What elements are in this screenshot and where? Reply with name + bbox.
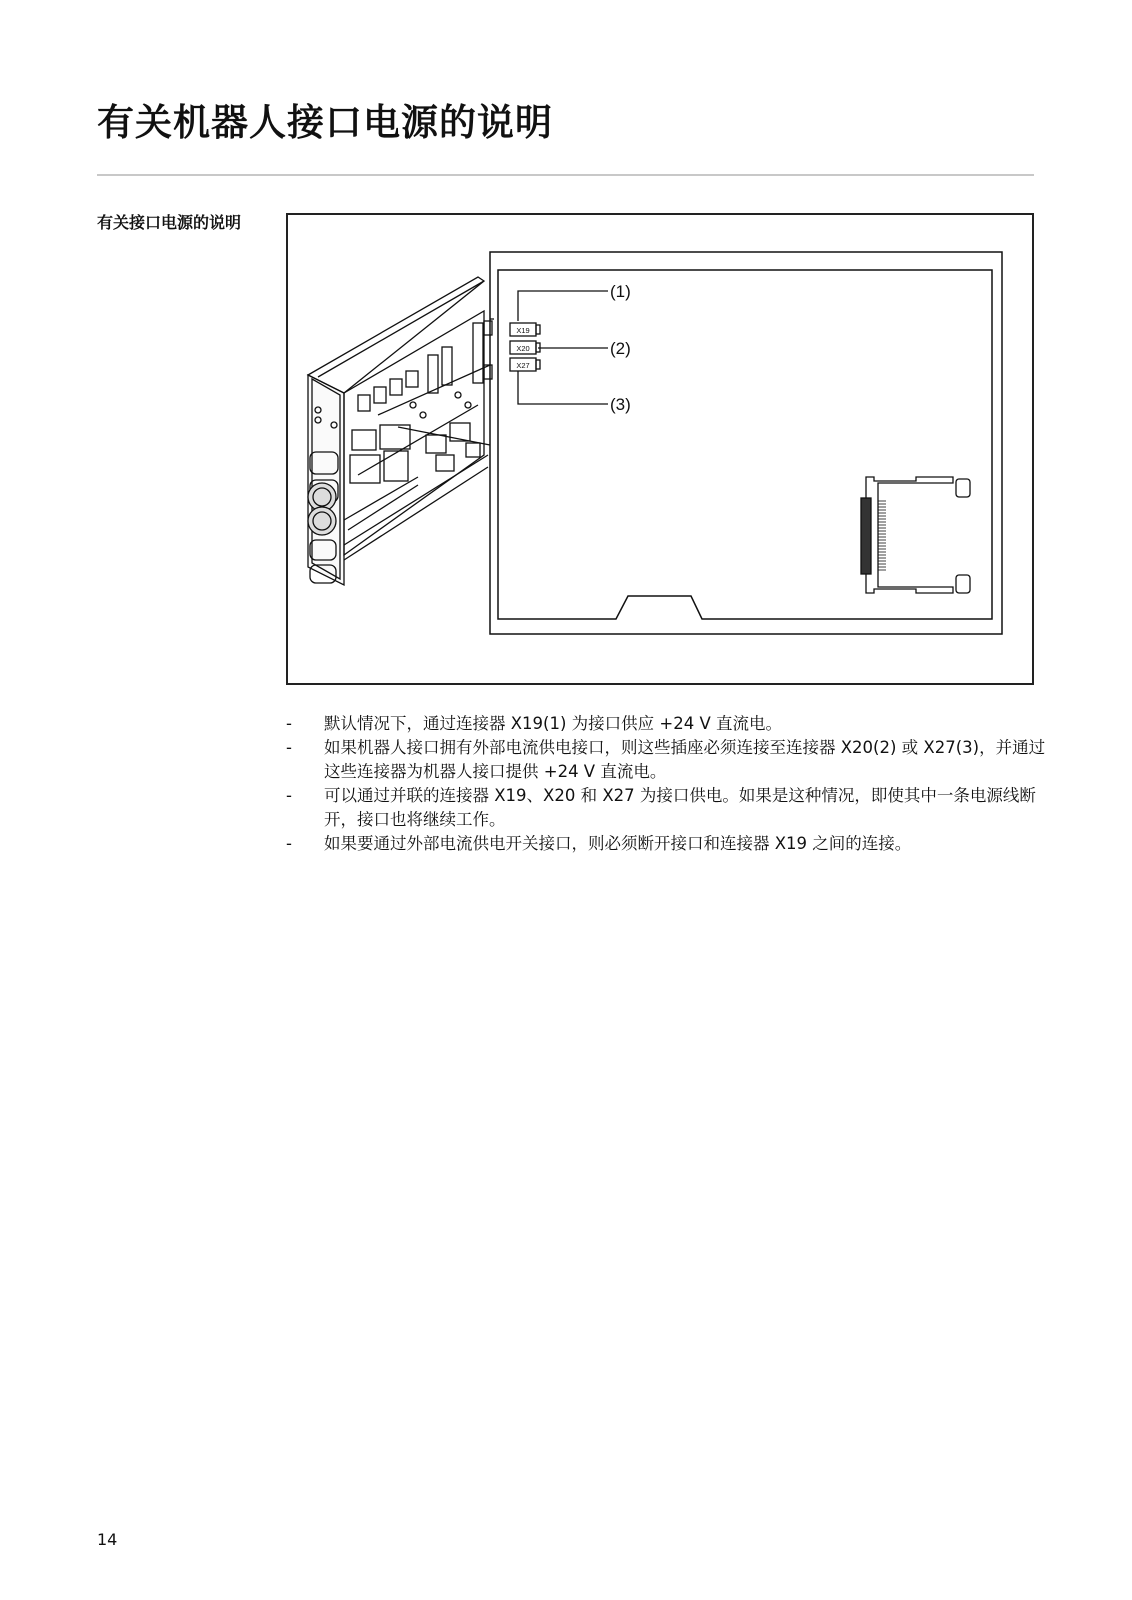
list-item bbox=[286, 784, 1046, 832]
list-item bbox=[286, 832, 1046, 856]
page-title: 有关机器人接口电源的说明 bbox=[97, 101, 553, 144]
connector-x19 bbox=[510, 323, 540, 336]
callout-3: (3) bbox=[610, 395, 631, 414]
bullet-dash: - bbox=[286, 738, 292, 757]
page-number: 14 bbox=[97, 1530, 118, 1549]
bullet-dash: - bbox=[286, 834, 292, 853]
list-item bbox=[286, 736, 1046, 784]
list-item-text: 可以通过并联的连接器 X19、X20 和 X27 为接口供电。如果是这种情况，即使其中一条电源线断开，接口也将继续工作。 bbox=[324, 786, 1036, 829]
callout-2: (2) bbox=[610, 339, 631, 358]
connector-label: X19 bbox=[516, 326, 530, 335]
list-item-text: 默认情况下，通过连接器 X19(1) 为接口供应 +24 V 直流电。 bbox=[324, 714, 783, 733]
connector-x20 bbox=[510, 341, 540, 354]
callout-1: (1) bbox=[610, 282, 631, 301]
diagram-svg bbox=[288, 215, 1032, 683]
bullet-dash: - bbox=[286, 786, 292, 805]
connector-label: X27 bbox=[516, 361, 530, 370]
bullet-dash: - bbox=[286, 714, 292, 733]
connector-x27 bbox=[510, 358, 540, 371]
section-heading: 有关接口电源的说明 bbox=[97, 213, 242, 232]
detail-view bbox=[484, 252, 1002, 634]
connector-label: X20 bbox=[516, 344, 530, 353]
title-divider bbox=[97, 174, 1034, 176]
controller-housing-illustration bbox=[308, 277, 490, 585]
list-item-text: 如果要通过外部电流供电开关接口，则必须断开接口和连接器 X19 之间的连接。 bbox=[324, 834, 912, 853]
list-item bbox=[286, 712, 1046, 736]
info-list bbox=[286, 712, 1046, 856]
list-item-text: 如果机器人接口拥有外部电流供电接口，则这些插座必须连接至连接器 X20(2) 或 X27(3)，并通过这些连接器为机器人接口提供 +24 V 直流电。 bbox=[324, 738, 1046, 781]
connector-diagram bbox=[286, 213, 1034, 685]
